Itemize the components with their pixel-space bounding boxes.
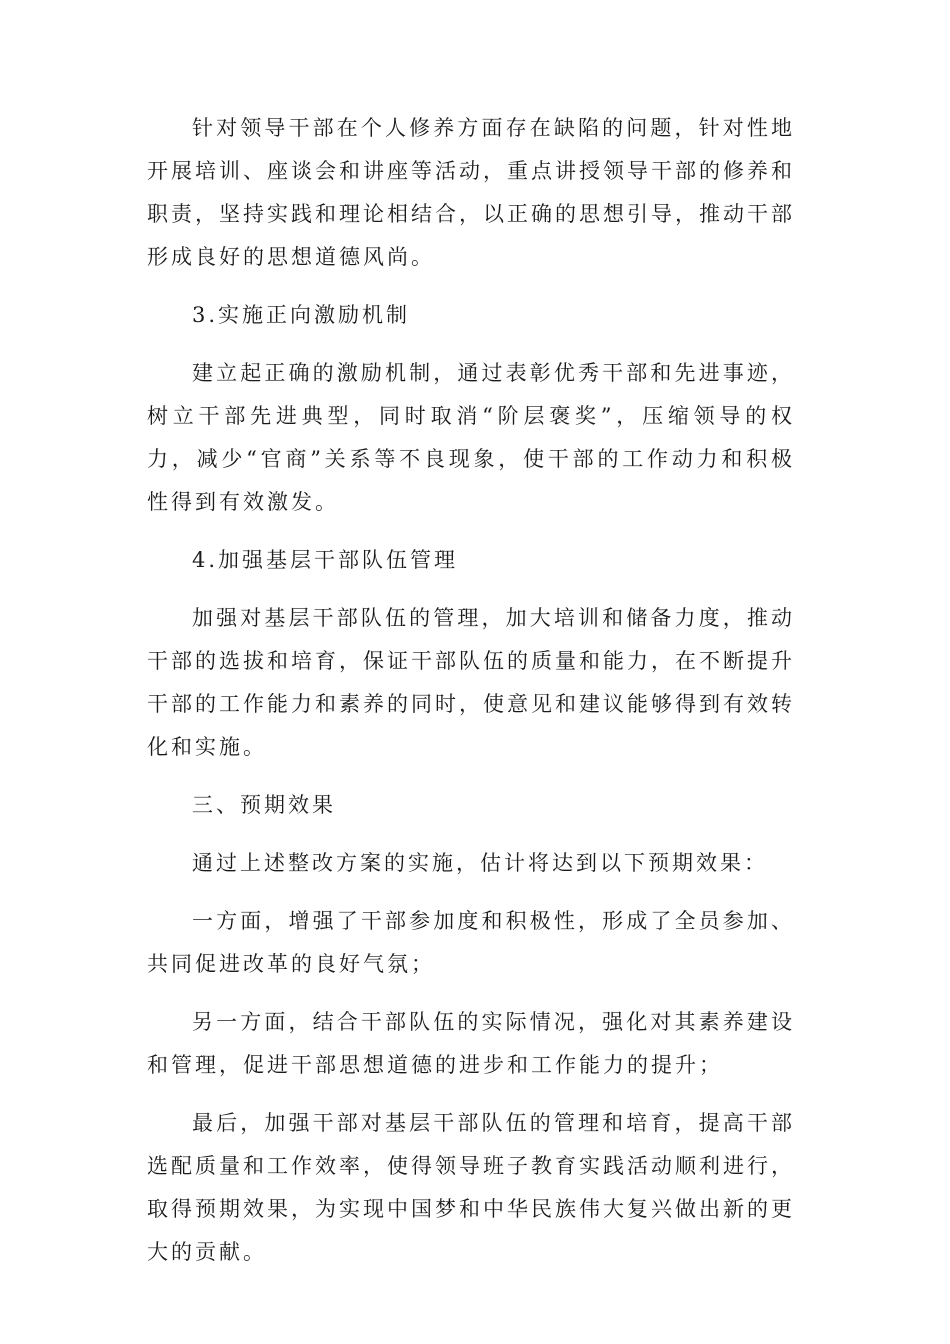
- document-body: [147, 107, 795, 1289]
- paragraph-incentive-mechanism: 建立起正确的激励机制，通过表彰优秀干部和先进事迹，树立干部先进典型，同时取消“阶层褒奖”，压缩领导的权力，减少“官商”关系等不良现象，使干部的工作动力和积极性得到有效激发。: [147, 361, 795, 514]
- paragraph-effect-final: 最后，加强干部对基层干部队伍的管理和培育，提高干部选配质量和工作效率，使得领导班子教育实践活动顺利进行，取得预期效果，为实现中国梦和中华民族伟大复兴做出新的更大的贡献。: [147, 1111, 795, 1264]
- paragraph-effect-second: 另一方面，结合干部队伍的实际情况，强化对其素养建设和管理，促进干部思想道德的进步和工作能力的提升；: [147, 1010, 795, 1077]
- paragraph-effects-intro: 通过上述整改方案的实施，估计将达到以下预期效果：: [192, 851, 768, 875]
- paragraph-grassroots-management: 加强对基层干部队伍的管理，加大培训和储备力度，推动干部的选拔和培育，保证干部队伍的质量和能力，在不断提升干部的工作能力和素养的同时，使意见和建议能够得到有效转化和实施。: [147, 606, 795, 759]
- heading-expected-effects: 三、预期效果: [192, 793, 336, 817]
- heading-grassroots-management: 4.加强基层干部队伍管理: [192, 548, 459, 572]
- heading-incentive-mechanism: 3.实施正向激励机制: [192, 303, 411, 327]
- paragraph-effect-first: 一方面，增强了干部参加度和积极性，形成了全员参加、共同促进改革的良好气氛；: [147, 909, 795, 976]
- paragraph-self-cultivation: 针对领导干部在个人修养方面存在缺陷的问题，针对性地开展培训、座谈会和讲座等活动，重点讲授领导干部的修养和职责，坚持实践和理论相结合，以正确的思想引导，推动干部形成良好的思想道德风尚。: [147, 116, 795, 269]
